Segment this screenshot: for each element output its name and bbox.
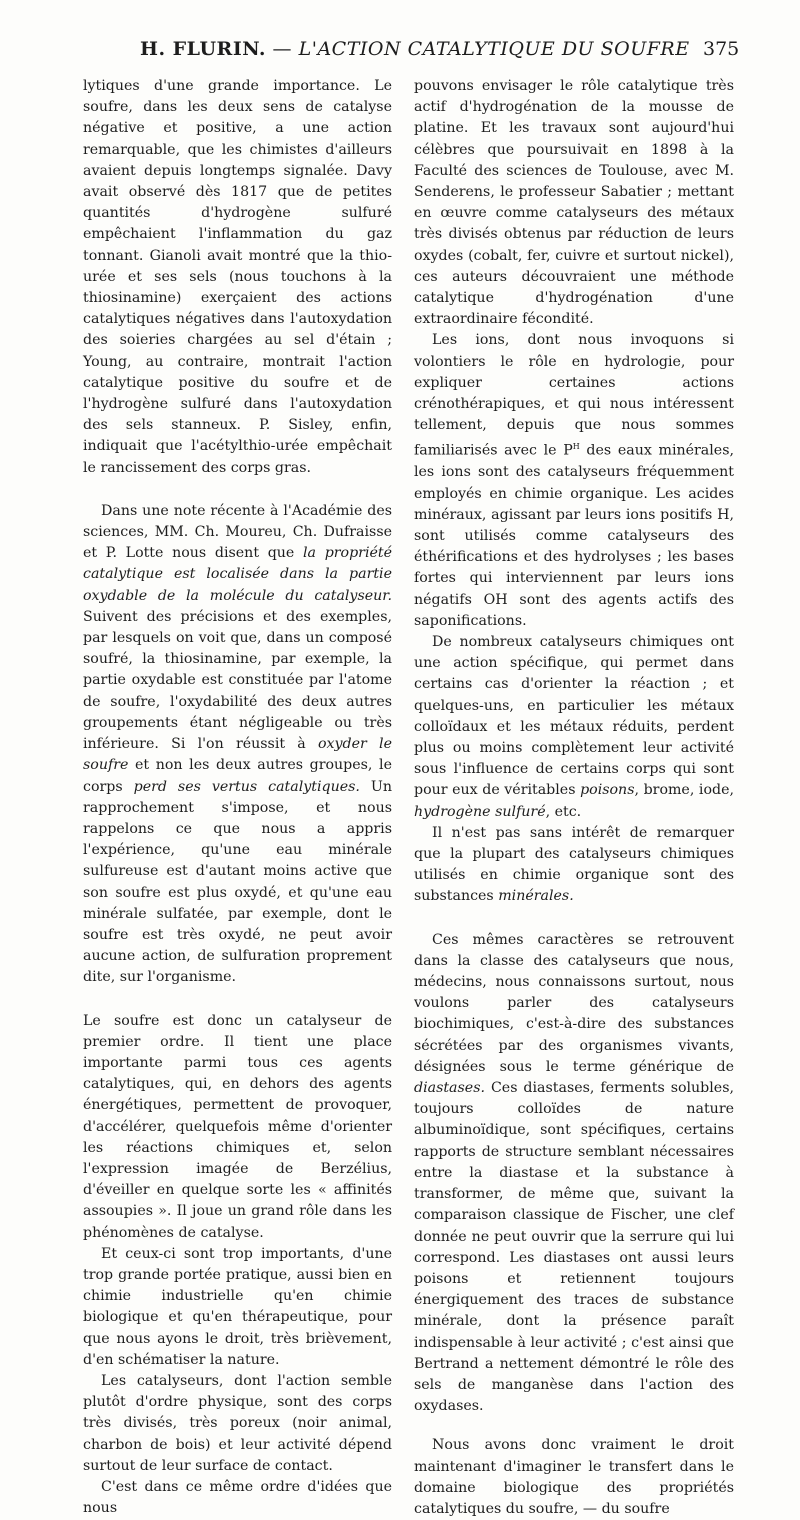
paragraph: pouvons envisager le rôle catalytique très actif d'hydrogénation de la mousse de platine. Et les travaux sont aujourd'hui célèbres que poursuivait en 1898 à la Faculté des sciences de Toulouse, avec M. Senderens, le professeur Sabatier ; mettant en œuvre comme catalyseurs des métaux très divisés obtenus par réduction de leurs oxydes (cobalt, fer, cuivre et surtout nickel), ces auteurs découvraient une méthode catalytique d'hydrogénation d'une extraordinaire fécondité. [414, 78, 734, 328]
paragraph: Il n'est pas sans intérêt de remarquer que la plupart des catalyseurs chimiques utilisés en chimie organique sont des substances minérales. [414, 824, 734, 905]
paragraph: Dans une note récente à l'Académie des sciences, MM. Ch. Moureu, Ch. Dufraisse et P. Lotte nous disent que la propriété catalytique est localisée dans la partie oxydable de la molécule du catalyseur. Suivent des précisions et des exemples, par lesquels on voit que, dans un composé soufré, la thiosinamine, par exemple, la partie oxydable est constituée par l'atome de soufre, l'oxydabilité des deux autres groupements étant négligeable ou très inférieure. Si l'on réussit à oxyder le soufre et non les deux autres groupes, le corps perd ses vertus catalytiques. Un rapprochement s'impose, et nous rappelons ce que nous a appris l'expérience, qu'une eau minérale sulfureuse est d'autant moins active que son soufre est plus oxydé, et qu'une eau minérale sulfatée, par exemple, dont le soufre est très oxydé, ne peut avoir aucune action, de sulfuration proprement dite, sur l'organisme. [83, 502, 392, 986]
paragraph: De nombreux catalyseurs chimiques ont une action spécifique, qui permet dans certains cas d'orienter la réaction ; et quelques-uns, en particulier les métaux colloïdaux et les métaux réduits, perdent plus ou moins complètement leur activité sous l'influence de certains corps qui sont pour eux de véritables poisons, brome, iode, hydrogène sulfuré, etc. [414, 634, 734, 820]
paragraph: Les ions, dont nous invoquons si volontiers le rôle en hydrologie, pour expliquer certaines actions crénothérapiques, et qui nous intéressent tellement, depuis que nous sommes familiarisés avec le $P^H$ des eaux minérales, les ions sont des catalyseurs fréquemment employés en chimie organique. Les acides minéraux, agissant par leurs ions positifs H, sont utilisés comme catalyseurs des éthérifications et des hydrolyses ; les bases fortes qui interviennent par leurs ions négatifs OH sont des agents actifs des saponifications. [414, 332, 734, 629]
right-column [414, 76, 734, 1520]
paragraph: lytiques d'une grande importance. Le soufre, dans les deux sens de catalyse négative et positive, a une action remarquable, que les chimistes d'ailleurs avaient depuis longtemps signalée. Davy avait observé dès 1817 que de petites quantités d'hydrogène sulfuré empêchaient l'inflammation du gaz tonnant. Gianoli avait montré que la thio-urée et ses sels (nous touchons à la thiosinamine) exerçaient des actions catalytiques négatives dans l'autoxydation des soieries chargées au sel d'étain ; Young, au contraire, montrait l'action catalytique positive du soufre et de l'hydrogène sulfuré dans l'autoxydation des sels stanneux. P. Sisley, enfin, indiquait que l'acétylthio-urée empêchait le rancissement des corps gras. [83, 78, 392, 476]
left-column [83, 76, 392, 1519]
paragraph: Et ceux-ci sont trop importants, d'une trop grande portée pratique, aussi bien en chimie industrielle qu'en chimie biologique et qu'en thérapeutique, pour que nous ayons le droit, très brièvement, d'en schématiser la nature. [83, 1245, 392, 1368]
paragraph: Le soufre est donc un catalyseur de premier ordre. Il tient une place importante parmi tous ces agents catalytiques, qui, en dehors des agents énergétiques, permettent de provoquer, d'accélérer, quelquefois même d'orienter les réactions chimiques et, selon l'expression imagée de Berzélius, d'éveiller en quelque sorte les « affinités assoupies ». Il joue un grand rôle dans les phénomènes de catalyse. [83, 1012, 392, 1241]
header-author: H. FLURIN. [140, 38, 267, 60]
paragraph: Nous avons donc vraiment le droit maintenant d'imaginer le transfert dans le domaine biologique des propriétés catalytiques du soufre, — du soufre [414, 1437, 734, 1517]
header-title [140, 38, 690, 60]
paragraph: Ces mêmes caractères se retrouvent dans la classe des catalyseurs que nous, médecins, nous connaissons surtout, nous voulons parler des catalyseurs biochimiques, c'est-à-dire des substances sécrétées par des organismes vivants, désignées sous le terme générique de diastases. Ces diastases, ferments solubles, toujours colloïdes de nature albuminoïdique, sont spécifiques, certains rapports de structure semblant nécessaires entre la diastase et la substance à transformer, de même que, suivant la comparaison classique de Fischer, une clef donnée ne peut ouvrir que la serrure qui lui correspond. Les diastases ont aussi leurs poisons et retiennent toujours énergiquement des traces de substance minérale, dont la présence paraît indispensable à leur activité ; c'est ainsi que Bertrand a nettement démontré le rôle des sels de manganèse dans l'action des oxydases. [414, 931, 734, 1415]
paragraph: Les catalyseurs, dont l'action semble plutôt d'ordre physique, sont des corps très divisés, très poreux (noir animal, charbon de bois) et leur activité dépend surtout de leur surface de contact. [83, 1372, 392, 1474]
running-header [0, 38, 800, 62]
header-article-title: L'ACTION CATALYTIQUE DU SOUFRE [298, 38, 690, 60]
header-dash: — [266, 38, 299, 60]
page-number: 375 [703, 38, 740, 60]
paragraph: C'est dans ce même ordre d'idées que nous [83, 1479, 392, 1517]
